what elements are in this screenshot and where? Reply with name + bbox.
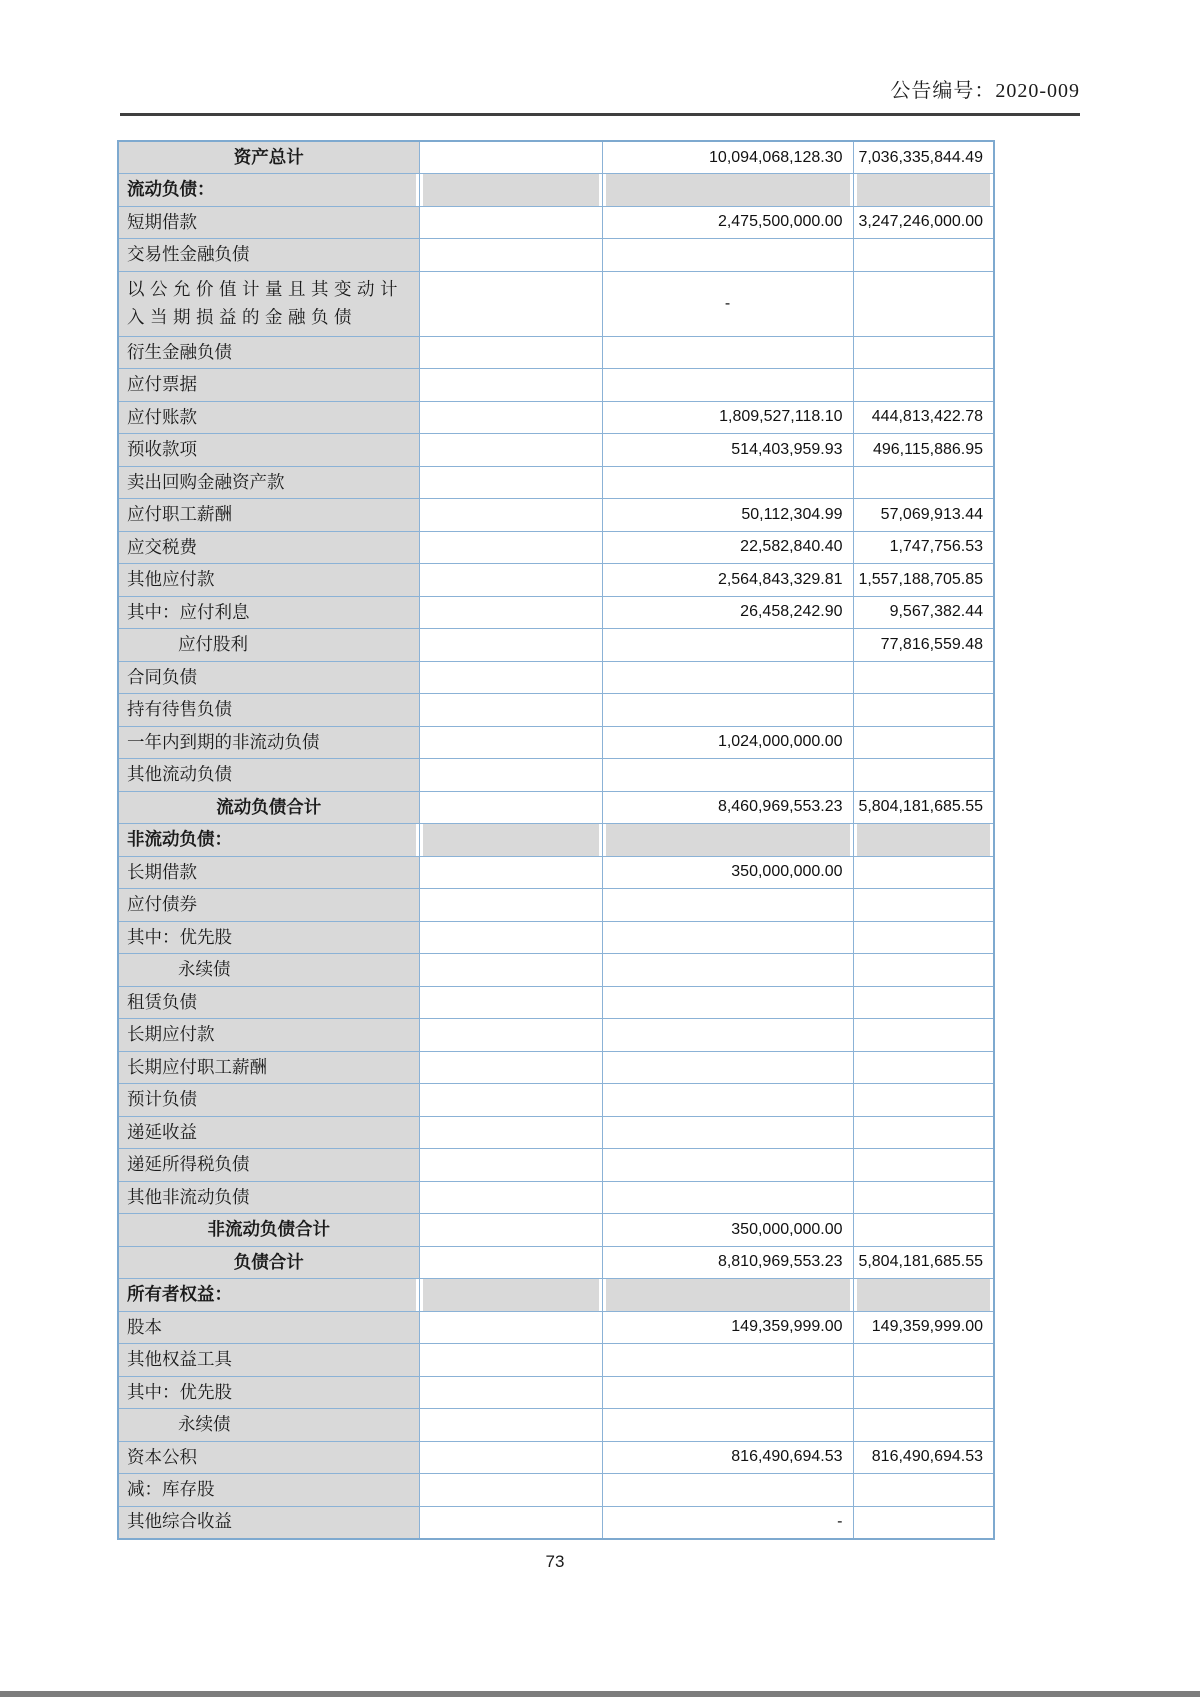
page-bottom-edge bbox=[0, 1691, 1200, 1697]
row-value-current bbox=[602, 174, 853, 207]
row-value-prior bbox=[853, 1181, 994, 1214]
row-value-prior: 5,804,181,685.55 bbox=[853, 1246, 994, 1279]
row-label: 持有待售负债 bbox=[118, 694, 419, 727]
row-value-prior bbox=[853, 239, 994, 272]
row-label: 其他应付款 bbox=[118, 564, 419, 597]
row-value-current bbox=[602, 1116, 853, 1149]
row-blank-cell bbox=[419, 1441, 602, 1474]
row-value-prior bbox=[853, 336, 994, 369]
table-row bbox=[118, 954, 994, 987]
table-row bbox=[118, 759, 994, 792]
row-label: 减：库存股 bbox=[118, 1474, 419, 1507]
table-row bbox=[118, 1474, 994, 1507]
row-blank-cell bbox=[419, 596, 602, 629]
row-value-prior: 1,557,188,705.85 bbox=[853, 564, 994, 597]
row-value-prior: 7,036,335,844.49 bbox=[853, 141, 994, 174]
row-blank-cell bbox=[419, 174, 602, 207]
row-value-prior bbox=[853, 174, 994, 207]
row-value-current bbox=[602, 824, 853, 857]
row-blank-cell bbox=[419, 401, 602, 434]
row-label: 其中：优先股 bbox=[118, 1376, 419, 1409]
table-row bbox=[118, 531, 994, 564]
row-blank-cell bbox=[419, 271, 602, 336]
row-blank-cell bbox=[419, 1181, 602, 1214]
row-value-current bbox=[602, 986, 853, 1019]
header-rule bbox=[120, 113, 1080, 116]
row-label: 租赁负债 bbox=[118, 986, 419, 1019]
row-value-current bbox=[602, 239, 853, 272]
row-blank-cell bbox=[419, 921, 602, 954]
row-blank-cell bbox=[419, 1214, 602, 1247]
row-label: 其他非流动负债 bbox=[118, 1181, 419, 1214]
table-row bbox=[118, 661, 994, 694]
row-label: 合同负债 bbox=[118, 661, 419, 694]
row-value-prior bbox=[853, 1051, 994, 1084]
table-row bbox=[118, 596, 994, 629]
row-label: 资产总计 bbox=[118, 141, 419, 174]
row-value-current bbox=[602, 1376, 853, 1409]
row-label: 应付票据 bbox=[118, 369, 419, 402]
row-value-prior: 816,490,694.53 bbox=[853, 1441, 994, 1474]
row-blank-cell bbox=[419, 239, 602, 272]
balance-sheet-body bbox=[118, 141, 994, 1539]
row-value-current bbox=[602, 1084, 853, 1117]
row-label: 应付账款 bbox=[118, 401, 419, 434]
table-row bbox=[118, 206, 994, 239]
table-row bbox=[118, 889, 994, 922]
row-value-prior: 3,247,246,000.00 bbox=[853, 206, 994, 239]
row-value-current bbox=[602, 1149, 853, 1182]
row-value-prior bbox=[853, 1279, 994, 1312]
row-label: 长期应付职工薪酬 bbox=[118, 1051, 419, 1084]
table-row bbox=[118, 466, 994, 499]
row-value-current bbox=[602, 466, 853, 499]
table-row bbox=[118, 791, 994, 824]
row-value-current bbox=[602, 759, 853, 792]
row-value-current: 10,094,068,128.30 bbox=[602, 141, 853, 174]
row-value-current bbox=[602, 369, 853, 402]
table-row bbox=[118, 401, 994, 434]
table-row bbox=[118, 1181, 994, 1214]
row-value-prior bbox=[853, 1149, 994, 1182]
announcement-number: 公告编号：2020-009 bbox=[890, 80, 1080, 102]
row-blank-cell bbox=[419, 1506, 602, 1539]
row-value-prior bbox=[853, 824, 994, 857]
row-value-prior bbox=[853, 1084, 994, 1117]
row-blank-cell bbox=[419, 759, 602, 792]
table-row bbox=[118, 921, 994, 954]
row-label: 股本 bbox=[118, 1311, 419, 1344]
row-value-prior bbox=[853, 1474, 994, 1507]
table-row bbox=[118, 856, 994, 889]
row-blank-cell bbox=[419, 954, 602, 987]
row-label: 其中：应付利息 bbox=[118, 596, 419, 629]
row-label: 预收款项 bbox=[118, 434, 419, 467]
row-blank-cell bbox=[419, 1474, 602, 1507]
table-row bbox=[118, 726, 994, 759]
row-blank-cell bbox=[419, 499, 602, 532]
row-value-prior bbox=[853, 271, 994, 336]
row-blank-cell bbox=[419, 1149, 602, 1182]
table-row bbox=[118, 1311, 994, 1344]
row-blank-cell bbox=[419, 531, 602, 564]
row-label: 其他流动负债 bbox=[118, 759, 419, 792]
table-row bbox=[118, 1051, 994, 1084]
table-row bbox=[118, 824, 994, 857]
row-label: 流动负债合计 bbox=[118, 791, 419, 824]
row-blank-cell bbox=[419, 1084, 602, 1117]
row-value-prior bbox=[853, 954, 994, 987]
row-value-prior: 5,804,181,685.55 bbox=[853, 791, 994, 824]
row-value-current: 26,458,242.90 bbox=[602, 596, 853, 629]
row-value-current bbox=[602, 1279, 853, 1312]
row-label: 永续债 bbox=[118, 954, 419, 987]
table-row bbox=[118, 174, 994, 207]
table-row bbox=[118, 694, 994, 727]
table-row bbox=[118, 271, 994, 336]
row-value-current bbox=[602, 629, 853, 662]
table-row bbox=[118, 1116, 994, 1149]
row-label: 资本公积 bbox=[118, 1441, 419, 1474]
row-value-current: 2,475,500,000.00 bbox=[602, 206, 853, 239]
row-value-current bbox=[602, 889, 853, 922]
row-value-prior bbox=[853, 1409, 994, 1442]
row-blank-cell bbox=[419, 889, 602, 922]
row-label: 应付债券 bbox=[118, 889, 419, 922]
row-value-current: 8,810,969,553.23 bbox=[602, 1246, 853, 1279]
table-row bbox=[118, 1246, 994, 1279]
row-label: 以公允价值计量且其变动计入当期损益的金融负债 bbox=[118, 271, 419, 336]
table-row bbox=[118, 986, 994, 1019]
row-value-current bbox=[602, 661, 853, 694]
row-value-current bbox=[602, 1474, 853, 1507]
row-label: 非流动负债合计 bbox=[118, 1214, 419, 1247]
row-blank-cell bbox=[419, 369, 602, 402]
row-value-prior: 9,567,382.44 bbox=[853, 596, 994, 629]
row-blank-cell bbox=[419, 466, 602, 499]
row-blank-cell bbox=[419, 694, 602, 727]
row-value-current bbox=[602, 954, 853, 987]
row-blank-cell bbox=[419, 1311, 602, 1344]
row-value-prior bbox=[853, 694, 994, 727]
row-value-prior bbox=[853, 369, 994, 402]
table-row bbox=[118, 434, 994, 467]
table-row bbox=[118, 336, 994, 369]
row-value-prior bbox=[853, 1116, 994, 1149]
row-label: 衍生金融负债 bbox=[118, 336, 419, 369]
row-label: 负债合计 bbox=[118, 1246, 419, 1279]
row-value-prior bbox=[853, 759, 994, 792]
row-label: 所有者权益： bbox=[118, 1279, 419, 1312]
row-label: 应交税费 bbox=[118, 531, 419, 564]
table-row bbox=[118, 1084, 994, 1117]
row-value-current bbox=[602, 1051, 853, 1084]
row-label: 递延所得税负债 bbox=[118, 1149, 419, 1182]
row-value-prior bbox=[853, 889, 994, 922]
row-value-current: - bbox=[602, 1506, 853, 1539]
row-value-current bbox=[602, 336, 853, 369]
row-value-current: 22,582,840.40 bbox=[602, 531, 853, 564]
table-row bbox=[118, 239, 994, 272]
page-number: 73 bbox=[545, 1552, 565, 1571]
row-value-current: 1,809,527,118.10 bbox=[602, 401, 853, 434]
row-value-prior bbox=[853, 1019, 994, 1052]
row-value-current bbox=[602, 1344, 853, 1377]
row-label: 交易性金融负债 bbox=[118, 239, 419, 272]
row-value-prior: 1,747,756.53 bbox=[853, 531, 994, 564]
table-row bbox=[118, 1279, 994, 1312]
row-blank-cell bbox=[419, 791, 602, 824]
row-blank-cell bbox=[419, 1246, 602, 1279]
row-value-prior: 77,816,559.48 bbox=[853, 629, 994, 662]
row-value-current: 149,359,999.00 bbox=[602, 1311, 853, 1344]
balance-sheet bbox=[117, 140, 993, 1540]
row-value-current bbox=[602, 1019, 853, 1052]
row-value-current: 1,024,000,000.00 bbox=[602, 726, 853, 759]
row-value-prior: 496,115,886.95 bbox=[853, 434, 994, 467]
row-value-prior bbox=[853, 1376, 994, 1409]
row-value-current: 514,403,959.93 bbox=[602, 434, 853, 467]
table-row bbox=[118, 564, 994, 597]
row-label: 短期借款 bbox=[118, 206, 419, 239]
row-blank-cell bbox=[419, 564, 602, 597]
row-blank-cell bbox=[419, 726, 602, 759]
table-row bbox=[118, 1441, 994, 1474]
row-label: 流动负债： bbox=[118, 174, 419, 207]
row-label: 其他权益工具 bbox=[118, 1344, 419, 1377]
row-value-prior bbox=[853, 986, 994, 1019]
row-label: 递延收益 bbox=[118, 1116, 419, 1149]
row-blank-cell bbox=[419, 1019, 602, 1052]
row-label: 一年内到期的非流动负债 bbox=[118, 726, 419, 759]
row-value-current: 350,000,000.00 bbox=[602, 1214, 853, 1247]
row-blank-cell bbox=[419, 434, 602, 467]
row-value-prior: 149,359,999.00 bbox=[853, 1311, 994, 1344]
row-blank-cell bbox=[419, 1409, 602, 1442]
row-blank-cell bbox=[419, 336, 602, 369]
row-value-prior: 444,813,422.78 bbox=[853, 401, 994, 434]
row-blank-cell bbox=[419, 1051, 602, 1084]
row-blank-cell bbox=[419, 141, 602, 174]
row-value-prior bbox=[853, 1506, 994, 1539]
table-row bbox=[118, 1409, 994, 1442]
row-label: 应付股利 bbox=[118, 629, 419, 662]
row-label: 永续债 bbox=[118, 1409, 419, 1442]
row-value-current: 816,490,694.53 bbox=[602, 1441, 853, 1474]
row-label: 其中：优先股 bbox=[118, 921, 419, 954]
row-value-prior bbox=[853, 726, 994, 759]
row-value-prior: 57,069,913.44 bbox=[853, 499, 994, 532]
row-value-prior bbox=[853, 661, 994, 694]
row-label: 卖出回购金融资产款 bbox=[118, 466, 419, 499]
table-row bbox=[118, 369, 994, 402]
row-value-current: - bbox=[602, 271, 853, 336]
table-row bbox=[118, 141, 994, 174]
row-blank-cell bbox=[419, 1116, 602, 1149]
row-value-current: 2,564,843,329.81 bbox=[602, 564, 853, 597]
row-label: 非流动负债： bbox=[118, 824, 419, 857]
row-label: 应付职工薪酬 bbox=[118, 499, 419, 532]
row-value-current bbox=[602, 1409, 853, 1442]
table-row bbox=[118, 1149, 994, 1182]
row-label: 长期借款 bbox=[118, 856, 419, 889]
row-blank-cell bbox=[419, 856, 602, 889]
table-row bbox=[118, 499, 994, 532]
table-row bbox=[118, 1344, 994, 1377]
row-label: 预计负债 bbox=[118, 1084, 419, 1117]
balance-sheet-table bbox=[117, 140, 995, 1540]
row-label: 长期应付款 bbox=[118, 1019, 419, 1052]
row-value-current bbox=[602, 694, 853, 727]
row-value-current: 50,112,304.99 bbox=[602, 499, 853, 532]
row-blank-cell bbox=[419, 661, 602, 694]
row-value-prior bbox=[853, 1344, 994, 1377]
row-value-current bbox=[602, 921, 853, 954]
row-value-current: 8,460,969,553.23 bbox=[602, 791, 853, 824]
row-blank-cell bbox=[419, 206, 602, 239]
table-row bbox=[118, 1506, 994, 1539]
row-blank-cell bbox=[419, 824, 602, 857]
row-value-prior bbox=[853, 856, 994, 889]
row-blank-cell bbox=[419, 629, 602, 662]
row-label: 其他综合收益 bbox=[118, 1506, 419, 1539]
row-blank-cell bbox=[419, 1376, 602, 1409]
row-blank-cell bbox=[419, 986, 602, 1019]
row-value-prior bbox=[853, 921, 994, 954]
table-row bbox=[118, 629, 994, 662]
row-blank-cell bbox=[419, 1279, 602, 1312]
table-row bbox=[118, 1019, 994, 1052]
row-value-current bbox=[602, 1181, 853, 1214]
row-value-current: 350,000,000.00 bbox=[602, 856, 853, 889]
table-row bbox=[118, 1376, 994, 1409]
row-value-prior bbox=[853, 1214, 994, 1247]
row-blank-cell bbox=[419, 1344, 602, 1377]
row-value-prior bbox=[853, 466, 994, 499]
table-row bbox=[118, 1214, 994, 1247]
